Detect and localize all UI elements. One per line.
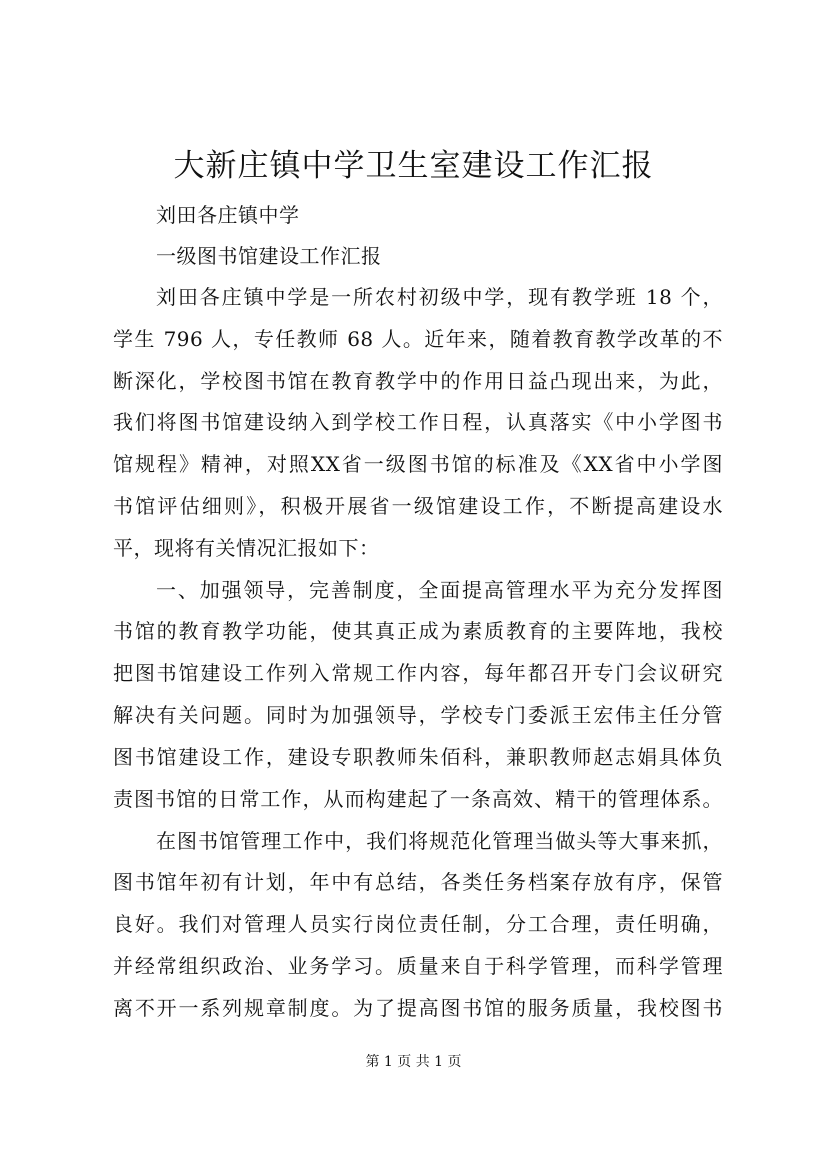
paragraph-line: 断深化，学校图书馆在教育教学中的作用日益凸现出来，为此， (113, 369, 723, 393)
paragraph-line: 责图书馆的日常工作，从而构建起了一条高效、精干的管理体系。 (113, 787, 723, 811)
paragraph-line: 在图书馆管理工作中，我们将规范化管理当做头等大事来抓， (156, 829, 723, 853)
paragraph-line: 离不开一系列规章制度。为了提高图书馆的服务质量，我校图书 (113, 996, 723, 1020)
paragraph-line: 学生 796 人，专任教师 68 人。近年来，随着教育教学改革的不 (113, 327, 723, 351)
document-title: 大新庄镇中学卫生室建设工作汇报 (173, 148, 654, 184)
paragraph-line: 刘田各庄镇中学是一所农村初级中学，现有教学班 18 个， (156, 285, 723, 309)
paragraph-line: 图书馆年初有计划，年中有总结，各类任务档案存放有序，保管 (113, 870, 723, 894)
paragraph-line: 把图书馆建设工作列入常规工作内容，每年都召开专门会议研究 (113, 661, 723, 685)
paragraph-line: 并经常组织政治、业务学习。质量来自于科学管理，而科学管理 (113, 954, 723, 978)
school-name-line: 刘田各庄镇中学 (156, 203, 300, 227)
paragraph-line: 图书馆建设工作，建设专职教师朱佰科，兼职教师赵志娟具体负 (113, 745, 723, 769)
paragraph-line: 我们将图书馆建设纳入到学校工作日程，认真落实《中小学图书 (113, 410, 723, 434)
paragraph-line: 良好。我们对管理人员实行岗位责任制，分工合理，责任明确， (113, 912, 723, 936)
paragraph-line: 馆规程》精神，对照XX省一级图书馆的标准及《XX省中小学图 (113, 452, 723, 476)
paragraph-line: 一、加强领导，完善制度，全面提高管理水平为充分发挥图 (156, 578, 723, 602)
subtitle-line: 一级图书馆建设工作汇报 (156, 244, 382, 268)
paragraph-line: 平，现将有关情况汇报如下： (113, 536, 380, 560)
paragraph-line: 解决有关问题。同时为加强领导，学校专门委派王宏伟主任分管 (113, 703, 723, 727)
paragraph-line: 书馆评估细则》，积极开展省一级馆建设工作，不断提高建设水 (113, 494, 723, 518)
page-footer: 第 1 页 共 1 页 (365, 1054, 462, 1070)
paragraph-line: 书馆的教育教学功能，使其真正成为素质教育的主要阵地，我校 (113, 619, 723, 643)
